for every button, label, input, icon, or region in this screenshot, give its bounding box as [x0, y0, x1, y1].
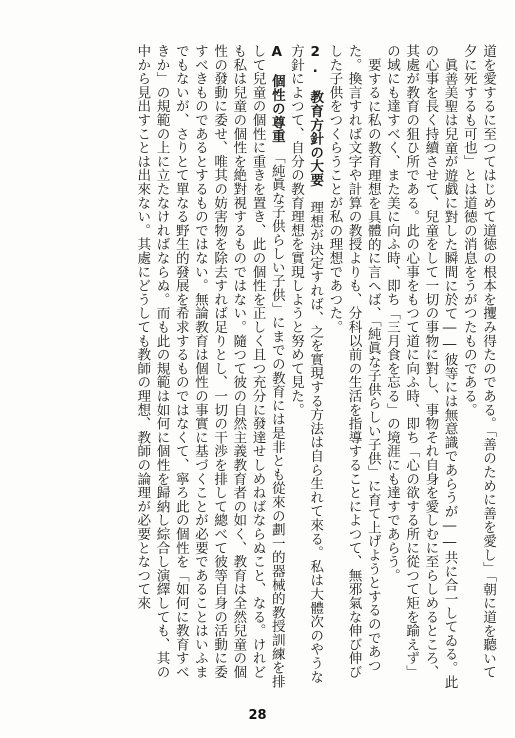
section-intro-text: 理想が決定すれば、之を實現する方法は自ら生れて來る。私は大體次のやうな方針によつて、自分の教育理想を實現しようと努めて見た。	[287, 44, 324, 684]
paragraph-educational-ideal: 要するに私の教育理想を具體的に言へば、「純眞な子供らしい子供」に育て上げようとするのであつた。換言すれば文字や計算の教授よりも、分科以前の生活を指導することによつて、無邪氣な伸び伸びした子供をつくらうことが私の理想であつた。	[326, 44, 381, 679]
subsection-label: A	[268, 44, 285, 61]
section-number: 2.	[307, 44, 324, 77]
subsection-text: 「純眞な子供らしい子供」にまでの教育には是非とも從來の劃一的器械的教授訓練を排して兒童の個性に重きを置き、此の個性を正しく且つ充分に發達せしめねばならぬこと、なる。けれども私は兒童の個性を絶對視するものではない。隨つて彼の自然主義教育者の如く、教育は全然兒童の個性の發動に委せ、唯其の妨害物を除去すれば足りとし、一切の干渉を排して總べて彼等自身の活動に委すべきものであるとするものではない。無論教育は個性の事實に基づくことが必要であることはいふまでもないが、さりとて單なる野生的發展を希求するものではなくて、寧ろ此の個性を「如何に教育すべきか」の規範の上に立たなければならぬ。而も此の規範は如何に個性を歸納し綜合し演繹しても、其の中から見出すことは出來ない。其處にどうしても教師の理想、教師の論理が必要となつて來	[134, 44, 285, 689]
paragraph-truth-beauty: 眞善美聖は兒童が遊戯に對した瞬間に於て――彼等には無意識であらうが――共に合一してゐる。此の心事を長く持續させて、兒童をして一切の事物に對し、事物それ自身を愛しむに至らしめるところ、其處が教育の狙ひ所である。此の心事をもつて道に向ふ時、即ち「心の欲する所に從つて矩を踰えず」の域にも達すべく、また美に向ふ時、即ち「三月食を忘る」の境涯にも達すであらう。	[383, 44, 458, 689]
subsection-title: 個性の尊重	[268, 74, 285, 144]
vertical-text-body	[12, 44, 497, 690]
subsection-individuality	[132, 44, 286, 690]
paragraph-continued: 道を愛するに至つてはじめて道徳の根本を攫み得たのである。「善のために善を愛し」「朝に道を聽いて夕に死するも可也」とは道徳の消息をうがつたものである。	[460, 44, 496, 679]
page-number: 28	[248, 708, 267, 723]
section-heading-policy	[286, 44, 324, 690]
section-title: 教育方針の大要	[307, 90, 324, 187]
